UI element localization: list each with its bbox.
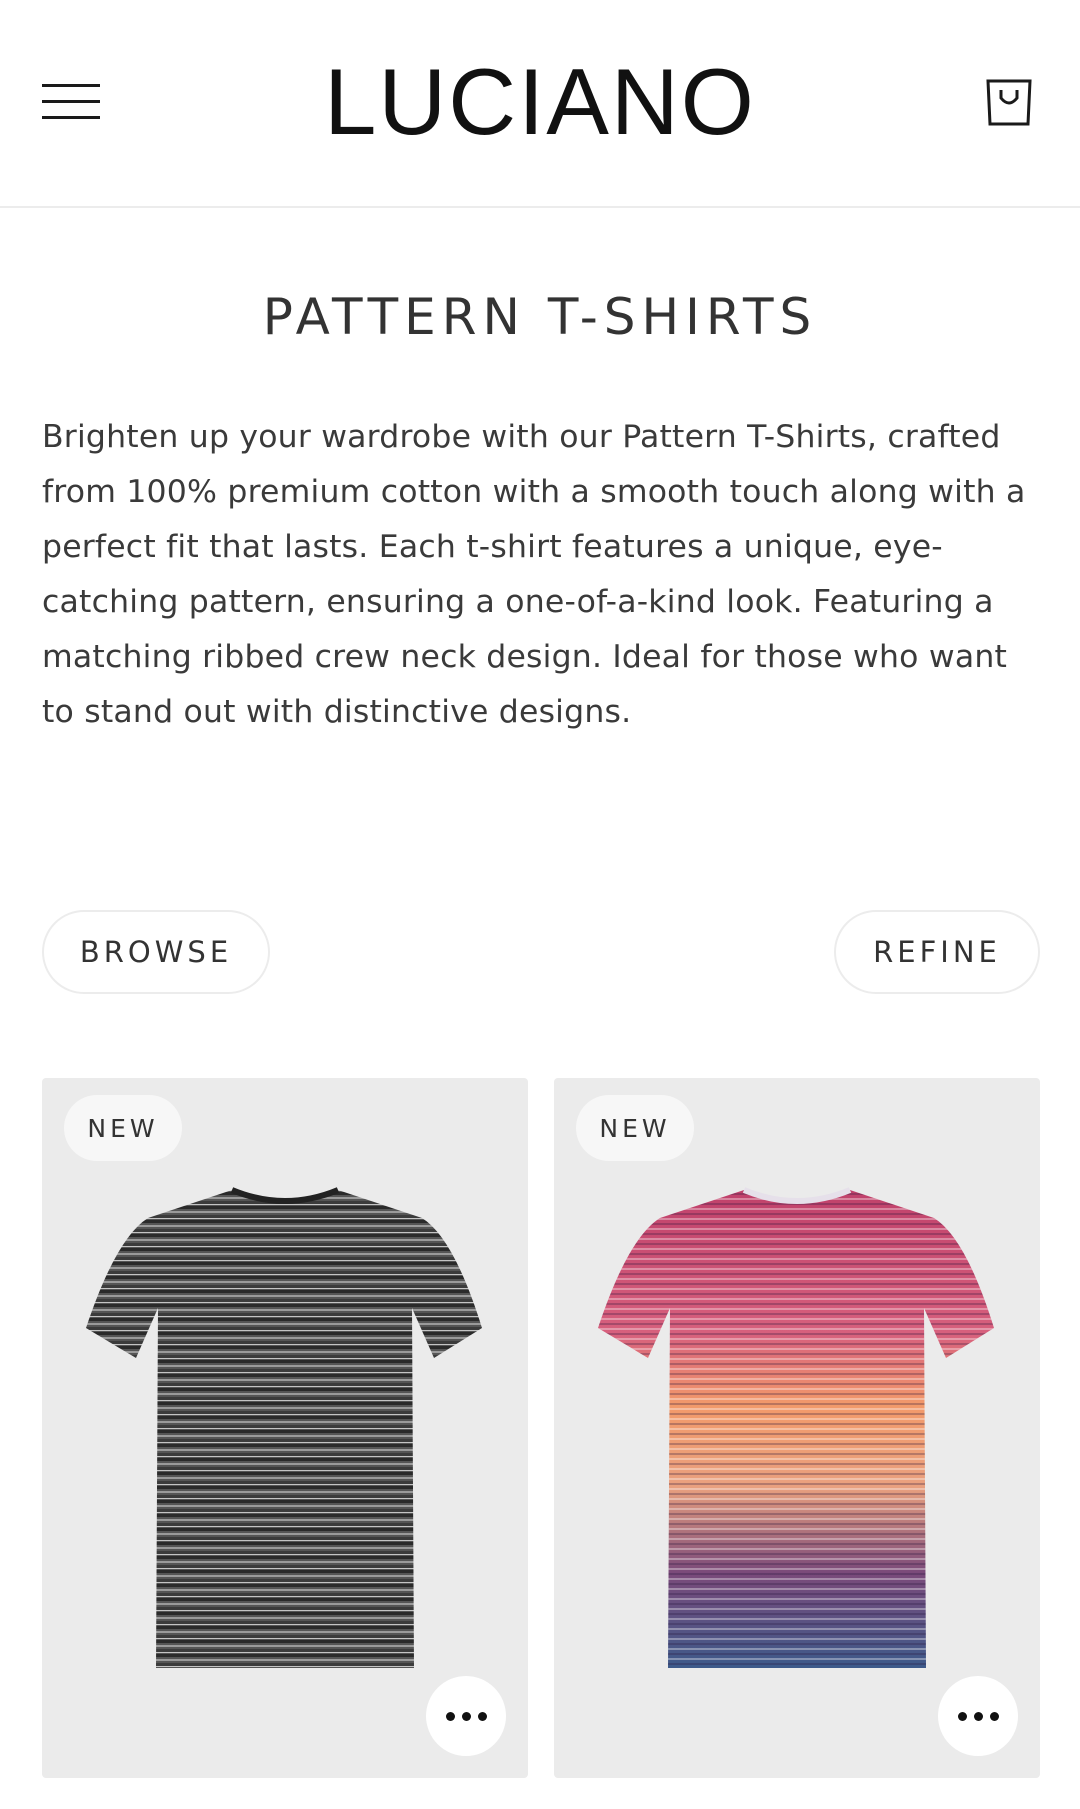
new-badge: NEW (576, 1095, 694, 1161)
dot-icon (478, 1712, 487, 1721)
site-header (0, 0, 1080, 208)
dot-icon (974, 1712, 983, 1721)
more-options-button[interactable] (938, 1676, 1018, 1756)
browse-button[interactable]: BROWSE (42, 910, 270, 994)
category-description: Brighten up your wardrobe with our Pattern T-Shirts, crafted from 100% premium cotton with a smooth touch along with a perfect fit that lasts. Each t-shirt features a unique, eye-catching pattern, ensuring a one-of-a-kind look. Featuring a matching ribbed crew neck design. Ideal for those who want to stand out with distinctive designs. (42, 419, 1026, 730)
new-badge: NEW (64, 1095, 182, 1161)
brand-logo[interactable]: LUCIANO (324, 49, 756, 154)
product-card[interactable] (42, 1078, 528, 1778)
dot-icon (990, 1712, 999, 1721)
dot-icon (462, 1712, 471, 1721)
dot-icon (958, 1712, 967, 1721)
refine-button[interactable]: REFINE (834, 910, 1040, 994)
page-title: PATTERN T-SHIRTS (262, 288, 818, 346)
product-card[interactable] (554, 1078, 1040, 1778)
product-image (574, 1178, 1020, 1738)
product-image (62, 1178, 508, 1738)
more-options-button[interactable] (426, 1676, 506, 1756)
shopping-bag-icon[interactable] (986, 78, 1032, 126)
dot-icon (446, 1712, 455, 1721)
